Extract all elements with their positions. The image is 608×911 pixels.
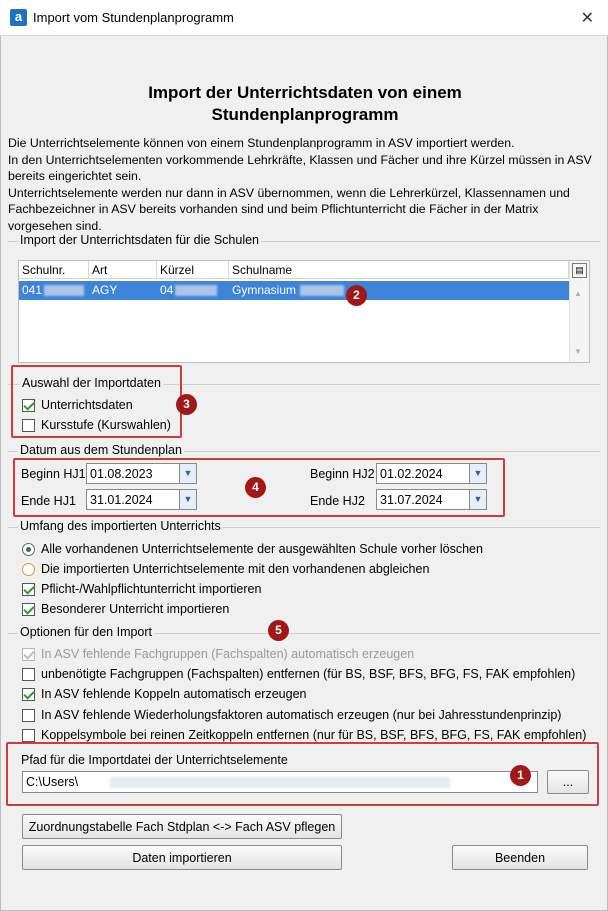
- import-data-button[interactable]: Daten importieren: [22, 845, 342, 870]
- import-data-group-label: Auswahl der Importdaten: [22, 376, 161, 390]
- checkbox-kursstufe[interactable]: [22, 418, 171, 432]
- checkbox-label: Unterrichtsdaten: [41, 398, 133, 412]
- checkbox-icon[interactable]: [22, 729, 35, 742]
- checkbox-label: Besonderer Unterricht importieren: [41, 602, 230, 616]
- redacted-blur: [175, 285, 217, 296]
- ende-hj2-label: Ende HJ2: [310, 494, 365, 508]
- checkbox-besonderer[interactable]: [22, 602, 229, 616]
- radio-label: Die importierten Unterrichtselemente mit den vorhandenen abgleichen: [41, 562, 430, 576]
- checkbox-icon: [22, 648, 35, 661]
- intro-line: Unterrichtselemente werden nur dann in ASV übernommen, wenn die Lehrerkürzel, Klassennamen und Fachbezeichner in ASV bereits vorhanden sind und beim Pflichtunterricht die Fächer in der Matrix vorgesehen sind.: [8, 185, 570, 233]
- checkbox-wiederholungsfaktoren[interactable]: [22, 708, 561, 722]
- checkbox-icon[interactable]: [22, 399, 35, 412]
- annotation-badge-4: 4: [245, 477, 266, 498]
- title-bar: [0, 0, 608, 36]
- beginn-hj1-datepicker[interactable]: [86, 463, 198, 484]
- redacted-blur: [300, 285, 344, 296]
- ende-hj2-input[interactable]: [376, 489, 470, 510]
- kuerzel-value: 04: [160, 283, 174, 297]
- window-title: Import vom Stundenplanprogramm: [33, 10, 234, 25]
- column-header-art[interactable]: Art: [89, 261, 157, 279]
- annotation-badge-2: 2: [346, 285, 367, 306]
- ende-hj1-datepicker[interactable]: [86, 489, 198, 510]
- checkbox-fachgruppen-entfernen[interactable]: [22, 667, 575, 681]
- radio-compare-existing[interactable]: [22, 562, 429, 576]
- column-header-schulname[interactable]: Schulname: [229, 261, 569, 279]
- path-label: Pfad für die Importdatei der Unterrichtselemente: [21, 753, 288, 767]
- table-row[interactable]: [19, 281, 569, 300]
- checkbox-label: Pflicht-/Wahlpflichtunterricht importieren: [41, 582, 262, 596]
- chevron-down-icon[interactable]: ▼: [179, 489, 197, 510]
- radio-label: Alle vorhandenen Unterrichtselemente der ausgewählten Schule vorher löschen: [41, 542, 483, 556]
- chevron-down-icon[interactable]: ▼: [469, 489, 487, 510]
- intro-line: In den Unterrichtselementen vorkommende Lehrkräfte, Klassen und Fächer und ihre Kürzel müssen in ASV bereits eingerichtet sein.: [8, 152, 592, 183]
- schulnr-value: 041: [22, 283, 43, 297]
- checkbox-fachgruppen-erzeugen: [22, 647, 414, 661]
- redacted-blur: [44, 285, 84, 296]
- radio-delete-existing[interactable]: [22, 542, 483, 556]
- cell-art: AGY: [92, 283, 118, 297]
- options-group-label: Optionen für den Import: [20, 625, 153, 639]
- radio-icon[interactable]: [22, 563, 35, 576]
- close-icon[interactable]: ✕: [580, 10, 594, 27]
- checkbox-label: Kursstufe (Kurswahlen): [41, 418, 171, 432]
- beginn-hj2-label: Beginn HJ2: [310, 467, 375, 481]
- app-logo-icon: a: [10, 9, 27, 26]
- checkbox-koppeln-erzeugen[interactable]: [22, 687, 306, 701]
- checkbox-label: Koppelsymbole bei reinen Zeitkoppeln entfernen (nur für BS, BSF, BFS, BFG, FS, FAK empfohlen): [41, 728, 587, 742]
- column-header-schulnr[interactable]: Schulnr.: [19, 261, 89, 279]
- checkbox-icon[interactable]: [22, 668, 35, 681]
- intro-text: [8, 135, 600, 234]
- ende-hj2-datepicker[interactable]: [376, 489, 488, 510]
- dates-group-label: Datum aus dem Stundenplan: [20, 443, 182, 457]
- cell-schulnr: [19, 281, 89, 300]
- checkbox-label: In ASV fehlende Koppeln automatisch erzeugen: [41, 687, 307, 701]
- annotation-badge-3: 3: [176, 394, 197, 415]
- column-chooser-icon[interactable]: ▤: [572, 263, 587, 278]
- schools-group-label: Import der Unterrichtsdaten für die Schulen: [20, 233, 260, 247]
- cell-kuerzel: [157, 281, 229, 300]
- checkbox-icon[interactable]: [22, 583, 35, 596]
- radio-icon[interactable]: [22, 543, 35, 556]
- chevron-down-icon[interactable]: ▼: [469, 463, 487, 484]
- checkbox-label: In ASV fehlende Wiederholungsfaktoren automatisch erzeugen (nur bei Jahresstundenprinzip): [41, 708, 562, 722]
- checkbox-icon[interactable]: [22, 709, 35, 722]
- cell-schulname: [229, 281, 569, 300]
- schulname-value: Gymnasium: [232, 283, 297, 297]
- mapping-table-button[interactable]: Zuordnungstabelle Fach Stdplan <-> Fach ASV pflegen: [22, 814, 342, 839]
- beginn-hj1-input[interactable]: [86, 463, 180, 484]
- column-header-kuerzel[interactable]: Kürzel: [157, 261, 229, 279]
- annotation-badge-1: 1: [510, 765, 531, 786]
- checkbox-pflicht[interactable]: [22, 582, 261, 596]
- scope-group-label: Umfang des importierten Unterrichts: [20, 519, 221, 533]
- ende-hj1-label: Ende HJ1: [21, 494, 76, 508]
- scroll-up-icon[interactable]: ▲: [574, 289, 582, 298]
- chevron-down-icon[interactable]: ▼: [179, 463, 197, 484]
- schools-table[interactable]: [18, 260, 590, 363]
- checkbox-unterrichtsdaten[interactable]: [22, 398, 133, 412]
- checkbox-label: unbenötigte Fachgruppen (Fachspalten) entfernen (für BS, BSF, BFS, BFG, FS, FAK empfohlen): [41, 667, 576, 681]
- ende-hj1-input[interactable]: [86, 489, 180, 510]
- redacted-blur: [110, 777, 450, 788]
- beginn-hj2-datepicker[interactable]: [376, 463, 488, 484]
- intro-line: Die Unterrichtselemente können von einem Stundenplanprogramm in ASV importiert werden.: [8, 136, 515, 150]
- checkbox-koppelsymbole[interactable]: [22, 728, 586, 742]
- checkbox-icon[interactable]: [22, 419, 35, 432]
- checkbox-icon[interactable]: [22, 603, 35, 616]
- beginn-hj1-label: Beginn HJ1: [21, 467, 86, 481]
- table-scrollbar[interactable]: [569, 261, 589, 362]
- checkbox-icon[interactable]: [22, 688, 35, 701]
- page-title: Import der Unterrichtsdaten von einem Stundenplanprogramm: [148, 83, 462, 124]
- scroll-down-icon[interactable]: ▼: [574, 347, 582, 356]
- close-button[interactable]: Beenden: [452, 845, 588, 870]
- checkbox-label: In ASV fehlende Fachgruppen (Fachspalten) automatisch erzeugen: [41, 647, 415, 661]
- annotation-badge-5: 5: [268, 620, 289, 641]
- beginn-hj2-input[interactable]: [376, 463, 470, 484]
- browse-button[interactable]: ...: [547, 770, 589, 794]
